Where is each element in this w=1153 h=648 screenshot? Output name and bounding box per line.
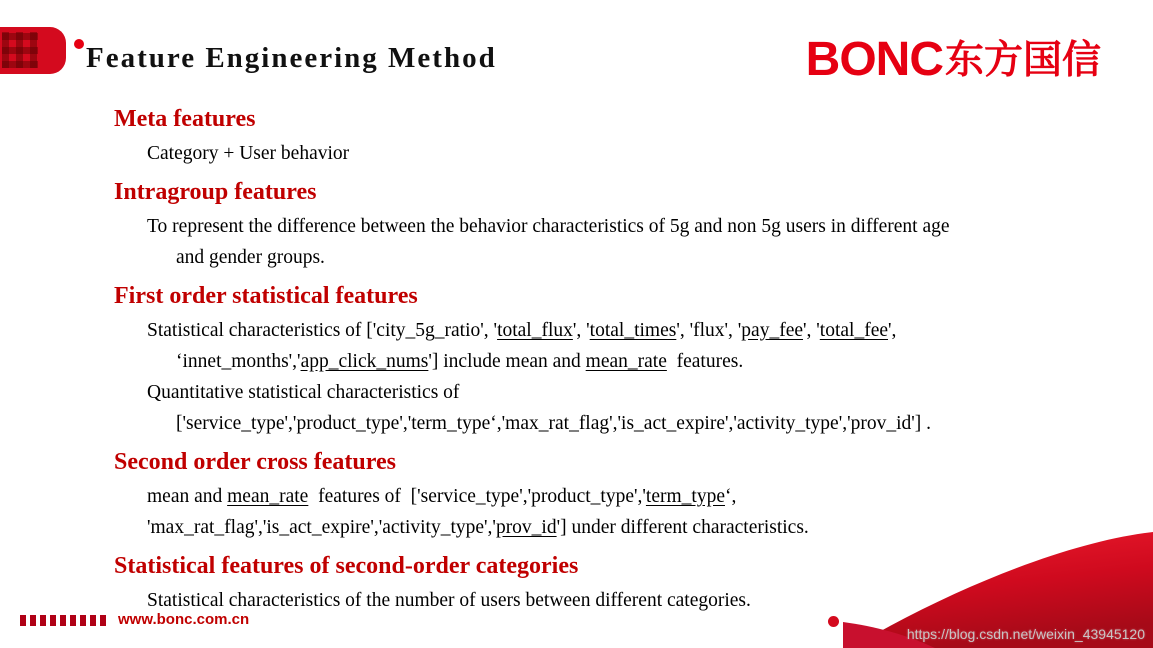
underlined-term: prov_id: [495, 517, 557, 538]
text-segment: and gender groups.: [176, 247, 325, 268]
top-left-corner-decoration: [0, 27, 66, 74]
bonc-logo-cjk: 东方国信: [944, 38, 1101, 82]
text-segment: Category + User behavior: [147, 143, 350, 164]
section-second-order-cross-features: [114, 447, 1123, 543]
section-first-order-statistical-features: [114, 281, 1123, 439]
underlined-term: pay_fee: [741, 320, 804, 341]
footer-red-dot: [828, 616, 839, 627]
underlined-term: app_click_nums: [300, 351, 429, 372]
text-segment: Statistical characteristics of the number of users between different categories.: [147, 590, 751, 611]
body-line: [147, 377, 1123, 408]
text-segment: features.: [666, 351, 744, 372]
underlined-term: total_fee: [819, 320, 889, 341]
section-intragroup-features: [114, 177, 1123, 273]
section-heading: Meta features: [114, 106, 256, 132]
text-segment: mean and: [147, 486, 228, 507]
text-segment: features of ['service_type','product_type',': [308, 486, 646, 507]
body-line: [147, 481, 1123, 512]
page-title: Feature Engineering Method: [86, 42, 497, 74]
text-segment: ', 'flux', ': [676, 320, 742, 341]
text-segment: ',: [888, 320, 897, 341]
title-bullet-dot: [74, 39, 84, 49]
underlined-term: total_flux: [497, 320, 573, 341]
body-line: [147, 315, 1123, 346]
section-heading: Second order cross features: [114, 449, 396, 475]
corner-checker-pattern: [2, 32, 38, 68]
text-segment: '] under different characteristics.: [556, 517, 809, 538]
section-heading: Statistical features of second-order categories: [114, 553, 579, 579]
text-segment: 'max_rat_flag','is_act_expire','activity_type',': [147, 517, 496, 538]
body-line: [176, 346, 1123, 377]
underlined-term: mean_rate: [227, 486, 309, 507]
footer-website: www.bonc.com.cn: [118, 611, 250, 628]
watermark-url: https://blog.csdn.net/weixin_43945120: [906, 626, 1145, 642]
text-segment: ‘,: [724, 486, 737, 507]
text-segment: Quantitative statistical characteristics of: [147, 382, 460, 403]
text-segment: ‘innet_months',': [176, 351, 301, 372]
text-segment: Statistical characteristics of ['city_5g_ratio', ': [147, 320, 498, 341]
underlined-term: term_type: [645, 486, 725, 507]
body-line: [147, 138, 1123, 169]
section-heading: First order statistical features: [114, 283, 418, 309]
body-line: [147, 211, 1123, 242]
text-segment: '] include mean and: [428, 351, 586, 372]
text-segment: ['service_type','product_type','term_type‘,'max_rat_flag','is_act_expire','activity_type','prov_id'] .: [176, 413, 932, 434]
text-segment: ', ': [803, 320, 820, 341]
text-segment: ', ': [572, 320, 590, 341]
text-segment: To represent the difference between the behavior characteristics of 5g and non 5g users in different age: [147, 216, 950, 237]
section-meta-features: [114, 104, 1123, 169]
body-line: [176, 242, 1123, 273]
bonc-logo-latin: BONC: [805, 33, 943, 86]
body-line: [176, 408, 1123, 439]
underlined-term: total_times: [589, 320, 677, 341]
footer-squares-decoration: [20, 615, 108, 626]
bonc-logo: [805, 33, 1101, 86]
underlined-term: mean_rate: [585, 351, 667, 372]
section-heading: Intragroup features: [114, 179, 317, 205]
